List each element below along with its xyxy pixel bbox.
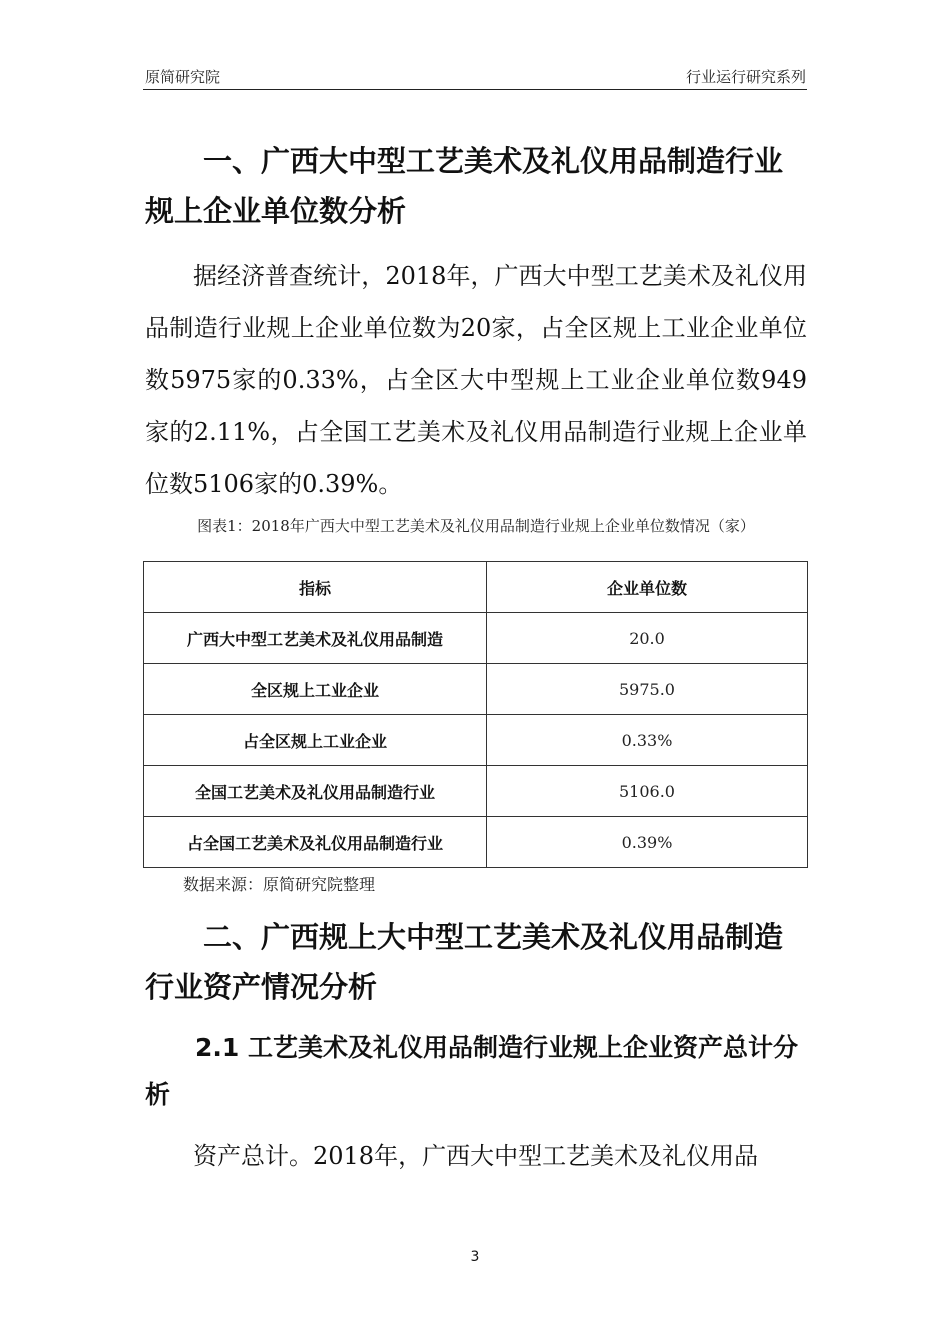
table-header-row	[144, 562, 808, 613]
section2-title: 二、广西规上大中型工艺美术及礼仪用品制造行业资产情况分析	[145, 920, 784, 1004]
row-value: 0.39%	[487, 817, 808, 868]
row-label: 占全区规上工业企业	[144, 715, 487, 766]
table-source-note: 数据来源：原简研究院整理	[183, 875, 376, 894]
table-row	[144, 817, 808, 868]
row-value: 5975.0	[487, 664, 808, 715]
section1-title: 一、广西大中型工艺美术及礼仪用品制造行业规上企业单位数分析	[145, 144, 784, 228]
header-left-text: 原简研究院	[145, 68, 221, 86]
table-row	[144, 664, 808, 715]
section1-paragraph: 据经济普查统计，2018年，广西大中型工艺美术及礼仪用品制造行业规上企业单位数为20家，占全区规上工业企业单位数5975家的0.33%，占全区大中型规上工业企业单位数949家的2.11%，占全国工艺美术及礼仪用品制造行业规上企业单位数5106家的0.39%。	[145, 262, 807, 498]
row-label: 全国工艺美术及礼仪用品制造行业	[144, 766, 487, 817]
table-row	[144, 715, 808, 766]
row-value: 0.33%	[487, 715, 808, 766]
row-value: 5106.0	[487, 766, 808, 817]
table-row	[144, 766, 808, 817]
page-number: 3	[470, 1249, 480, 1265]
row-label: 全区规上工业企业	[144, 664, 487, 715]
row-label: 广西大中型工艺美术及礼仪用品制造	[144, 613, 487, 664]
header-divider	[143, 89, 807, 90]
row-value: 20.0	[487, 613, 808, 664]
header-right-text: 行业运行研究系列	[685, 68, 806, 86]
section2-subtitle: 2.1 工艺美术及礼仪用品制造行业规上企业资产总计分析	[145, 1033, 798, 1109]
table-caption: 图表1：2018年广西大中型工艺美术及礼仪用品制造行业规上企业单位数情况（家）	[197, 517, 755, 535]
row-label: 占全国工艺美术及礼仪用品制造行业	[144, 817, 487, 868]
data-table	[143, 561, 808, 868]
column-header-indicator: 指标	[144, 562, 487, 613]
column-header-count: 企业单位数	[487, 562, 808, 613]
table-row	[144, 613, 808, 664]
section2-paragraph: 资产总计。2018年，广西大中型工艺美术及礼仪用品	[193, 1142, 759, 1170]
